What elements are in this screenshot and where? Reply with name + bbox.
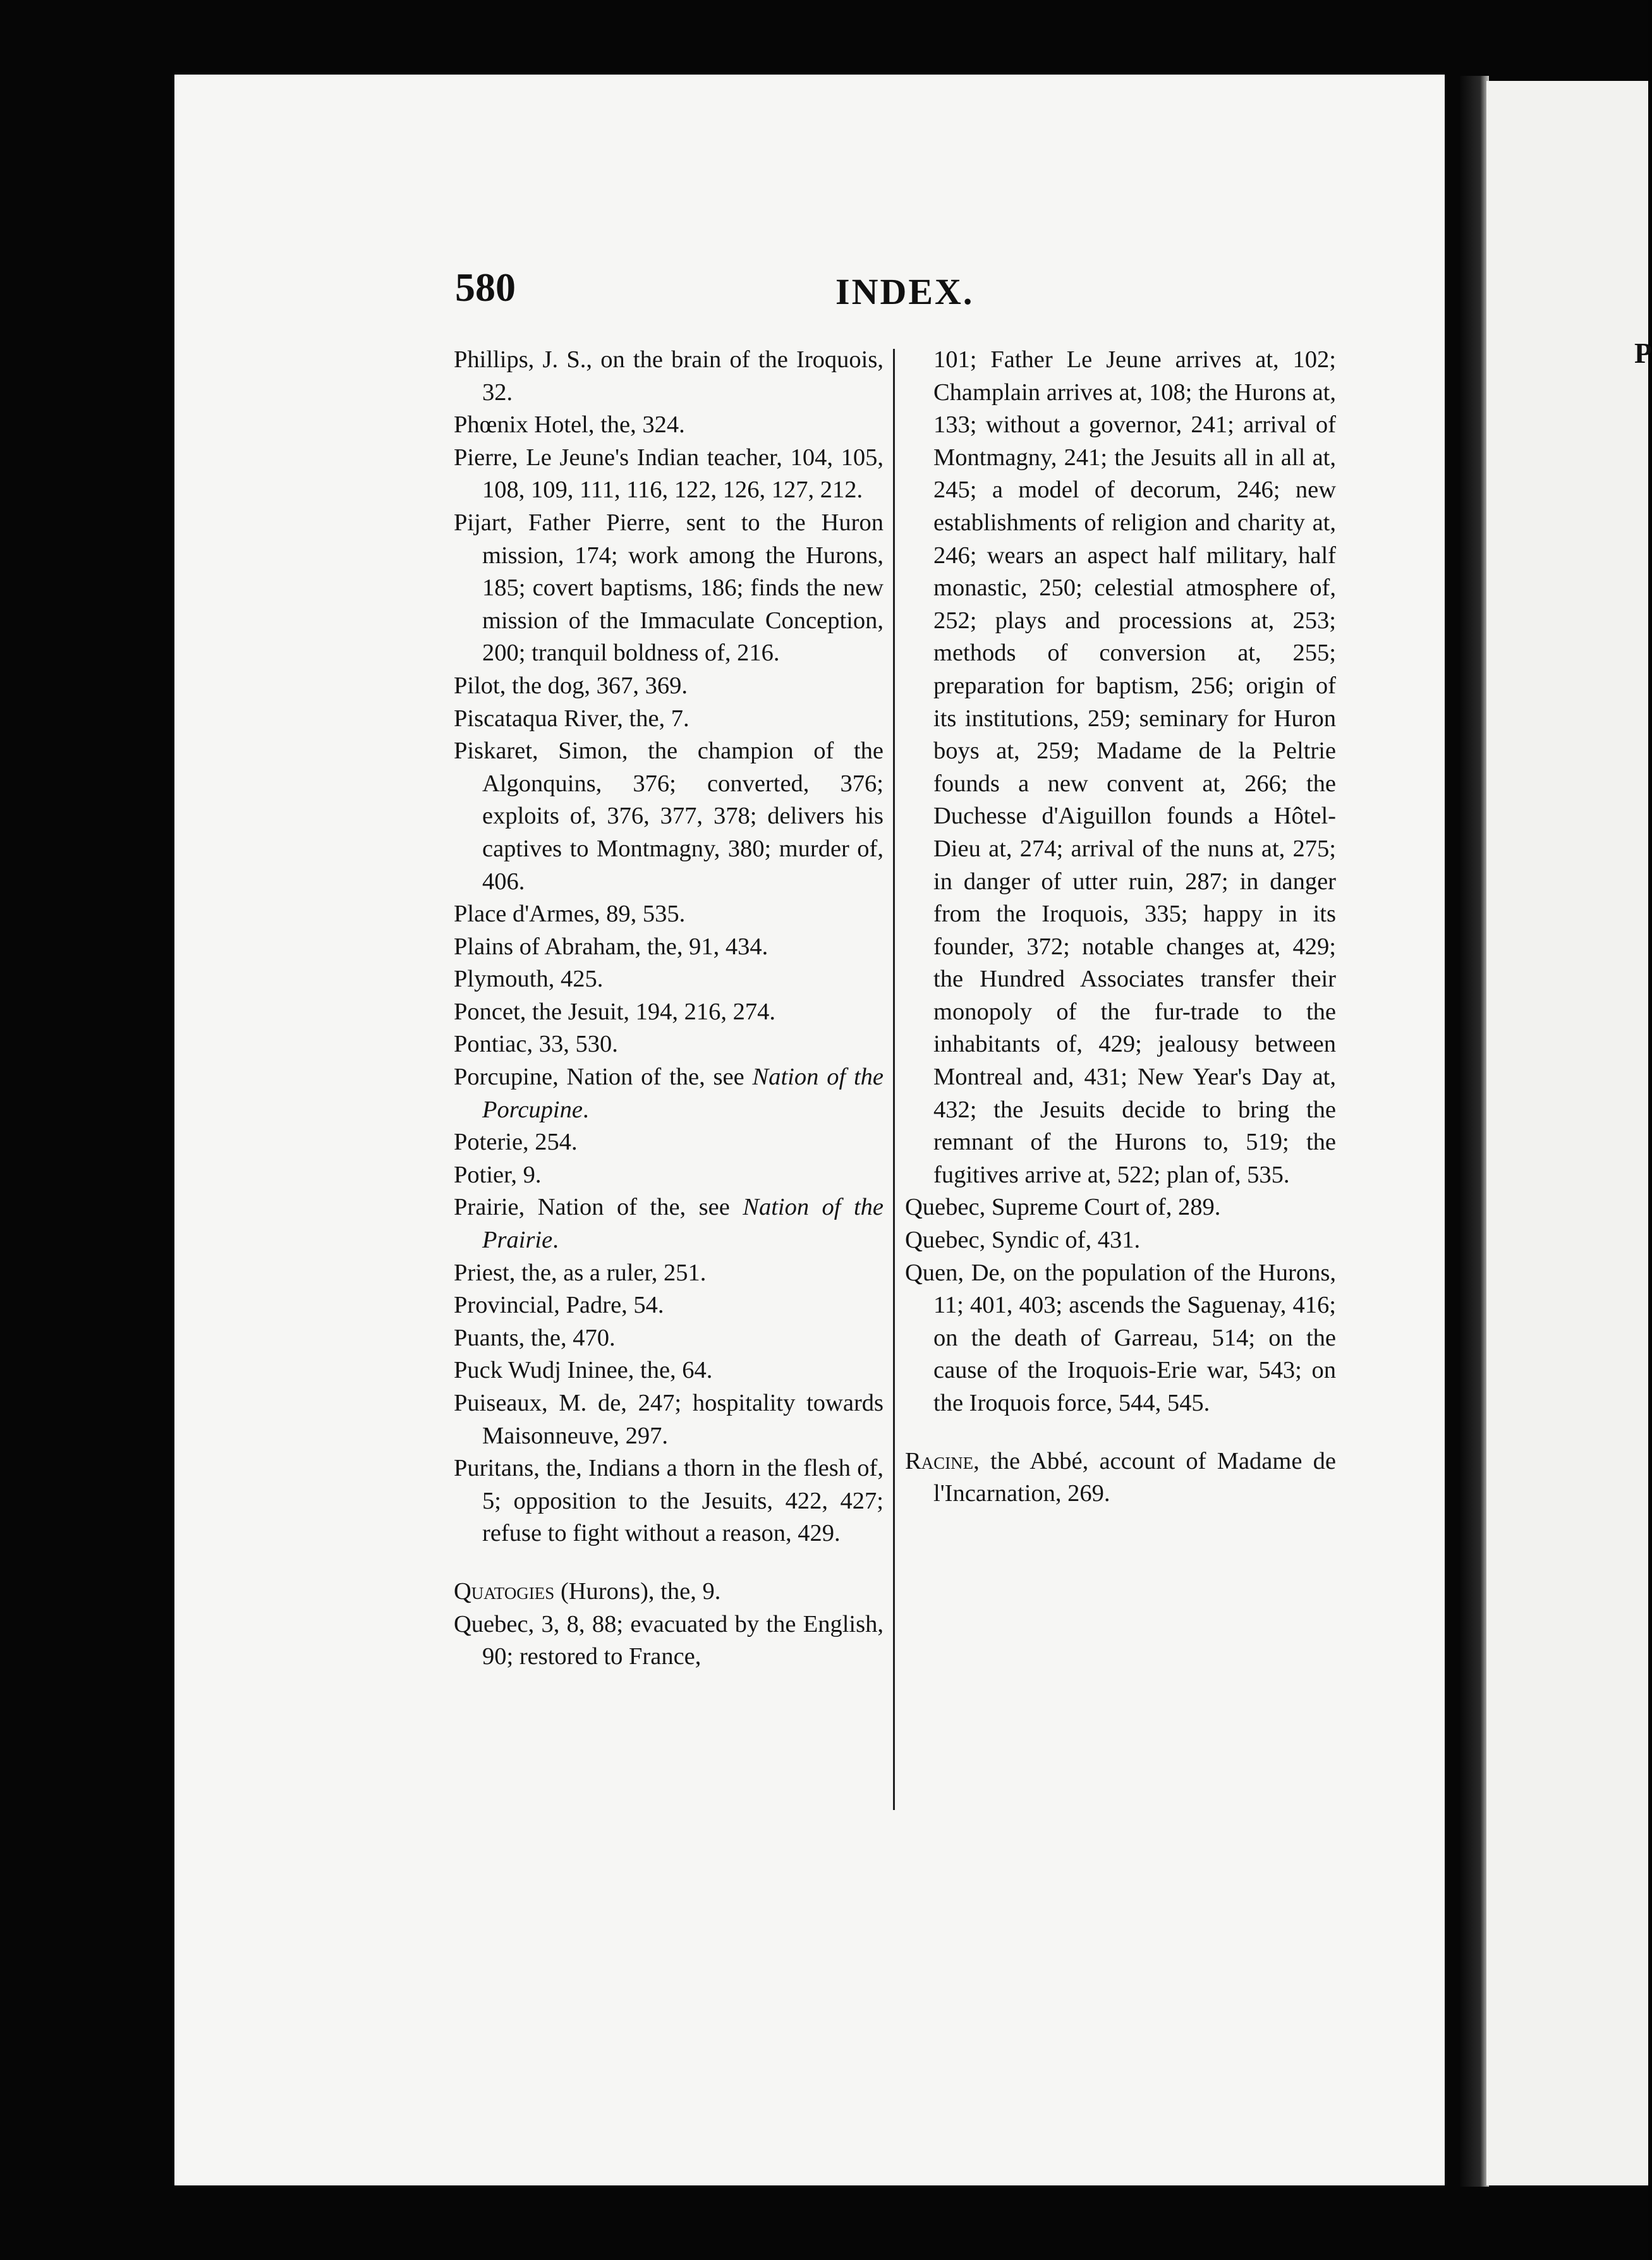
entry-text: Prairie, Nation of the, see [454,1194,743,1221]
column-divider [893,349,895,1810]
index-entry: Pijart, Father Pierre, sent to the Huron mission, 174; work among the Hurons, 185; covert baptisms, 186; finds the new mission of the Immaculate Conception, 200; tranquil boldness of, 216. [454,509,884,667]
page-number: 580 [455,265,516,310]
index-entry-porcupine [454,1061,884,1126]
index-entry: Plains of Abraham, the, 91, 434. [454,933,768,960]
index-entry: Piskaret, Simon, the champion of the Algonquins, 376; converted, 376; exploits of, 376, 377, 378; delivers his captives to Montmagny, 380; murder of, 406. [454,738,884,895]
index-entry: Poncet, the Jesuit, 194, 216, 274. [454,998,776,1025]
index-entry: Provincial, Padre, 54. [454,1292,664,1319]
index-entry: Phillips, J. S., on the brain of the Iroquois, 32. [454,346,884,406]
entry-punct: . [582,1096,589,1123]
index-entry-quebec-continued: 101; Father Le Jeune arrives at, 102; Champlain arrives at, 108; the Hurons at, 133; without a governor, 241; arrival of Montmagny, 241; the Jesuits all in all at, 245; a model of decorum, 246; new establishments of religion and charity at, 246; wears an aspect half military, half monastic, 250; celestial atmosphere of, 252; plays and processions at, 253; methods of conversion at, 255; preparation for baptism, 256; origin of its institutions, 259; seminary for Huron boys at, 259; Madame de la Peltrie founds a new convent at, 266; the Duchesse d'Aiguillon founds a Hôtel-Dieu at, 274; arrival of the nuns at, 275; in danger of utter ruin, 287; in danger from the Iroquois, 335; happy in its founder, 372; notable changes at, 429; the Hundred Associates transfer their monopoly of the fur-trade to the inhabitants of, 429; jealousy between Montreal and, 431; New Year's Day at, 432; the Jesuits decide to bring the remnant of the Hurons to, 519; the fugitives arrive at, 522; plan of, 535. [933,346,1336,1188]
binding-shadow [1460,76,1489,2187]
index-entry: Puck Wudj Ininee, the, 64. [454,1357,713,1384]
index-entry-quebec: Quebec, 3, 8, 88; evacuated by the English, 90; restored to France, [454,1610,884,1670]
index-entry: Puants, the, 470. [454,1324,616,1351]
index-entry: Piscataqua River, the, 7. [454,705,689,732]
entry-text: Porcupine, Nation of the, see [454,1064,753,1091]
index-entry: Quebec, Supreme Court of, 289. [905,1194,1221,1221]
index-column-right [905,344,1336,1510]
index-entry: Phœnix Hotel, the, 324. [454,411,685,439]
index-entry-racine [905,1445,1336,1510]
index-entry: Priest, the, as a ruler, 251. [454,1259,707,1286]
index-entry: Potier, 9. [454,1161,542,1188]
facing-page [1486,81,1648,2185]
index-entry: Pilot, the dog, 367, 369. [454,672,688,699]
index-entry-quatogies [454,1576,884,1608]
entry-heading: Racine [905,1447,974,1474]
index-entry: Pontiac, 33, 530. [454,1031,618,1058]
index-entry: Puiseaux, M. de, 247; hospitality towards Maisonneuve, 297. [454,1390,884,1449]
index-entry-prairie [454,1191,884,1256]
index-entry: Puritans, the, Indians a thorn in the flesh of, 5; opposition to the Jesuits, 422, 427; refuse to fight without a reason, 429. [454,1455,884,1547]
index-entry: Poterie, 254. [454,1129,578,1156]
entry-text: (Hurons), the, 9. [554,1577,721,1605]
running-head: INDEX. [835,271,975,312]
index-column-left [454,344,884,1674]
index-entry: Pierre, Le Jeune's Indian teacher, 104, 105, 108, 109, 111, 116, 122, 126, 127, 212. [454,444,884,504]
index-entry: Place d'Armes, 89, 535. [454,901,686,928]
entry-heading: Quatogies [454,1577,555,1605]
facing-page-letter: P [1634,337,1652,369]
entry-text: , the Abbé, account of Madame de l'Incarnation, 269. [933,1447,1336,1507]
index-entry: Quen, De, on the population of the Hurons, 11; 401, 403; ascends the Saguenay, 416; on the death of Garreau, 514; on the cause of the Iroquois-Erie war, 543; on the Iroquois force, 544, 545. [905,1259,1336,1416]
cross-reference: Nation of the Porcupine [482,1064,884,1123]
index-entry: Plymouth, 425. [454,966,604,993]
cross-reference: Nation of the Prairie [482,1194,884,1254]
entry-punct: . [552,1227,559,1254]
index-entry: Quebec, Syndic of, 431. [905,1227,1141,1254]
